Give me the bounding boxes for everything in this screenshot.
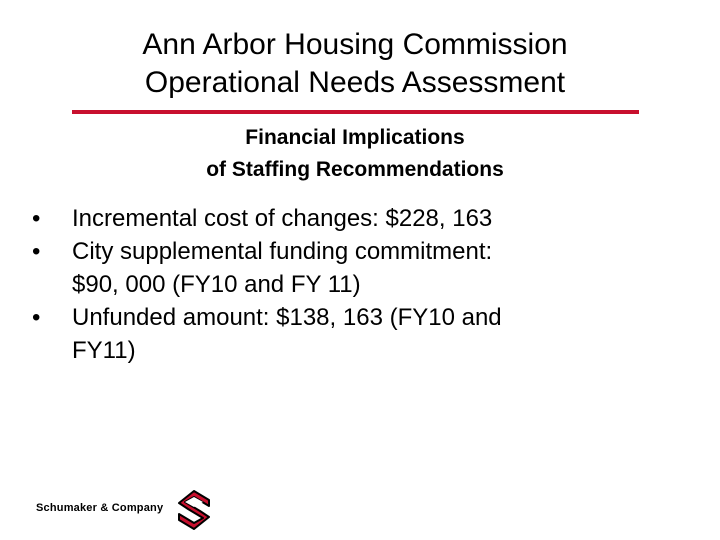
title-divider (72, 110, 639, 114)
bullet-item-incremental-cost (28, 202, 688, 235)
subtitle-line-1: Financial Implications (245, 126, 465, 149)
bullet-dot: • (32, 304, 41, 331)
bullet-list (28, 202, 688, 367)
bullet-text: Unfunded amount: $138, 163 (FY10 and (72, 304, 502, 331)
bullet-text-continued: FY11) (72, 337, 136, 364)
bullet-item-unfunded-amount (28, 301, 688, 367)
bullet-item-city-funding (28, 235, 688, 301)
bullet-text-continued: $90, 000 (FY10 and FY 11) (72, 271, 361, 298)
title-line-2: Operational Needs Assessment (144, 66, 566, 99)
slide-title (0, 26, 710, 102)
slide-subtitle (0, 122, 710, 186)
schumaker-logo-icon (176, 490, 212, 530)
subtitle-line-2: of Staffing Recommendations (206, 158, 504, 181)
bullet-dot: • (32, 238, 41, 265)
title-line-1: Ann Arbor Housing Commission (142, 28, 568, 61)
company-name: Schumaker & Company (36, 502, 164, 514)
bullet-text: City supplemental funding commitment: (72, 238, 493, 265)
bullet-text: Incremental cost of changes: $228, 163 (72, 205, 493, 232)
bullet-dot: • (32, 205, 41, 232)
